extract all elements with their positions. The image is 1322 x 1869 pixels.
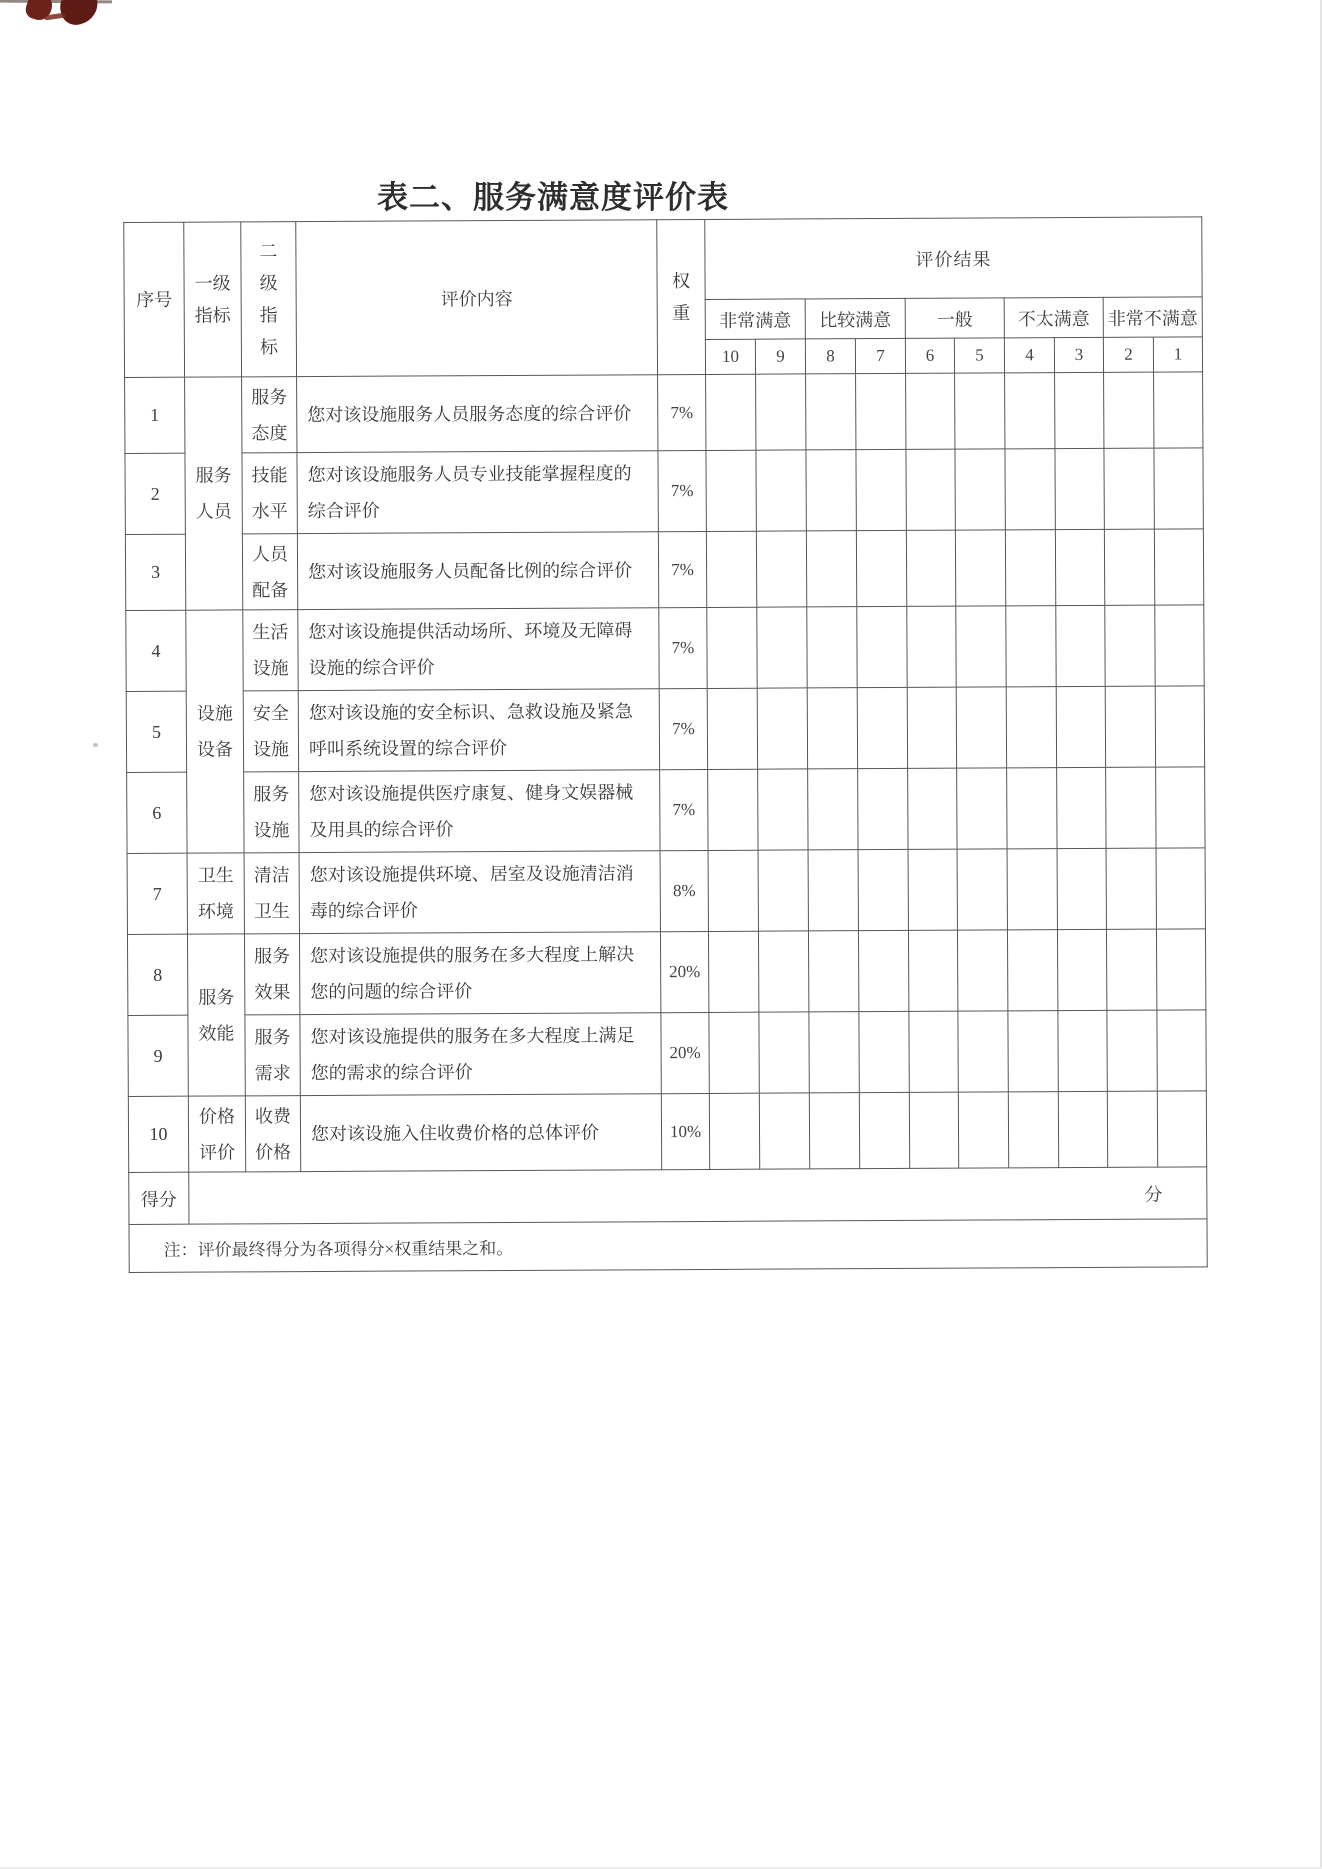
- header-level1-indicator: 一级指标: [184, 222, 242, 377]
- level1-indicator-service-effectiveness: 服务效能: [187, 934, 245, 1096]
- score-cell: [1155, 605, 1205, 686]
- score-cell: [1156, 929, 1206, 1010]
- score-cell: [1154, 448, 1204, 529]
- score-cell: [858, 930, 908, 1011]
- score-cell: [957, 768, 1007, 849]
- score-cell: [956, 687, 1006, 768]
- score-cell: [958, 1092, 1008, 1168]
- score-cell: [1105, 686, 1155, 767]
- rating-header-average: 一般: [905, 298, 1004, 339]
- total-score-field: [189, 1167, 1207, 1224]
- score-cell: [758, 931, 808, 1012]
- score-cell: [709, 1012, 759, 1093]
- weight-value: 20%: [661, 1012, 709, 1093]
- score-cell: [907, 606, 956, 687]
- score-cell: [708, 931, 758, 1012]
- score-cell: [856, 373, 906, 449]
- score-cell: [756, 374, 806, 450]
- weight-value: 7%: [659, 688, 707, 769]
- score-cell: [958, 1011, 1008, 1092]
- score-cell: [858, 849, 908, 930]
- score-cell: [756, 450, 806, 531]
- score-cell: [909, 1092, 958, 1168]
- evaluation-content: 您对该设施提供医疗康复、健身文娱器械及用具的综合评价: [299, 770, 660, 853]
- score-cell: [1154, 529, 1204, 605]
- score-cell: [807, 607, 857, 688]
- score-cell: [707, 688, 757, 769]
- score-cell: [955, 530, 1005, 606]
- score-cell: [1104, 372, 1154, 448]
- score-cell: [757, 607, 807, 688]
- evaluation-content: 您对该设施服务人员服务态度的综合评价: [297, 375, 658, 453]
- level2-indicator: 技能水平: [242, 453, 297, 534]
- score-cell: [1157, 1091, 1207, 1167]
- level1-indicator-price: 价格评价: [188, 1096, 245, 1172]
- score-cell: [1155, 686, 1205, 767]
- score-cell: [757, 688, 807, 769]
- header-level2-indicator: 二级指标: [241, 222, 297, 377]
- score-cell: [708, 850, 758, 931]
- score-cell: [758, 850, 808, 931]
- score-cell: [706, 450, 756, 531]
- rating-header-not-very-satisfied: 不太满意: [1004, 297, 1103, 338]
- satisfaction-evaluation-table: [123, 216, 1208, 1273]
- score-cell: [759, 1093, 809, 1169]
- score-cell: [1106, 848, 1156, 929]
- level2-indicator: 服务设施: [244, 772, 299, 853]
- score-cell: [708, 769, 758, 850]
- score-cell: [907, 687, 956, 768]
- rating-header-very-dissatisfied: 非常不满意: [1103, 297, 1202, 338]
- score-cell: [906, 530, 955, 606]
- weight-value: 7%: [659, 607, 707, 688]
- header-weight: 权重: [657, 219, 706, 374]
- rating-score: 5: [954, 338, 1004, 373]
- evaluation-content: 您对该设施提供环境、居室及设施清洁消毒的综合评价: [299, 851, 660, 934]
- page-title: 表二、服务满意度评价表: [377, 180, 729, 215]
- score-cell: [1106, 929, 1156, 1010]
- row-no: 6: [127, 772, 187, 853]
- score-cell: [857, 687, 907, 768]
- score-cell: [1005, 373, 1055, 449]
- rating-score: 1: [1153, 337, 1202, 372]
- score-cell: [706, 374, 756, 450]
- rating-score: 2: [1103, 337, 1153, 372]
- score-cell: [906, 449, 955, 530]
- score-cell: [908, 849, 957, 930]
- score-cell: [1058, 1091, 1107, 1167]
- evaluation-content: 您对该设施提供的服务在多大程度上解决您的问题的综合评价: [299, 932, 660, 1015]
- score-cell: [955, 449, 1005, 530]
- score-cell: [756, 531, 806, 607]
- evaluation-content: 您对该设施的安全标识、急救设施及紧急呼叫系统设置的综合评价: [298, 689, 659, 772]
- score-cell: [1058, 1010, 1107, 1091]
- level1-indicator-hygiene: 卫生环境: [187, 853, 244, 934]
- rating-score: 7: [855, 338, 905, 373]
- score-cell: [707, 607, 757, 688]
- rating-score: 9: [755, 339, 805, 374]
- score-cell: [1008, 1092, 1058, 1168]
- level2-indicator: 服务态度: [242, 377, 297, 453]
- row-no: 2: [125, 453, 185, 534]
- score-cell: [1057, 848, 1106, 929]
- score-unit: 分: [1144, 1184, 1163, 1205]
- level2-indicator: 清洁卫生: [244, 853, 299, 934]
- ink-blot: [23, 0, 55, 23]
- scan-speck: [93, 743, 98, 747]
- weight-value: 7%: [658, 531, 706, 607]
- score-cell: [957, 849, 1007, 930]
- score-cell: [808, 769, 858, 850]
- row-no: 8: [127, 934, 187, 1015]
- score-cell: [809, 1012, 859, 1093]
- score-cell: [906, 373, 955, 449]
- rating-score: 6: [905, 338, 954, 373]
- score-cell: [955, 373, 1005, 449]
- score-cell: [758, 769, 808, 850]
- score-cell: [858, 768, 908, 849]
- rating-header-fairly-satisfied: 比较满意: [805, 298, 905, 339]
- score-cell: [1057, 767, 1106, 848]
- score-cell: [1104, 448, 1154, 529]
- weight-value: 20%: [660, 931, 708, 1012]
- score-cell: [1005, 530, 1055, 606]
- score-cell: [706, 531, 756, 607]
- score-cell: [856, 449, 906, 530]
- score-cell: [857, 606, 907, 687]
- score-cell: [1157, 1010, 1207, 1091]
- row-no: 9: [128, 1015, 188, 1096]
- rating-score: 10: [705, 339, 755, 374]
- score-cell: [1107, 1091, 1157, 1167]
- score-cell: [1008, 1011, 1058, 1092]
- level2-indicator: 收费价格: [245, 1096, 300, 1172]
- score-cell: [1006, 687, 1056, 768]
- evaluation-content: 您对该设施服务人员配备比例的综合评价: [297, 532, 658, 610]
- score-cell: [1156, 767, 1206, 848]
- rating-score: 3: [1054, 337, 1103, 372]
- header-index: 序号: [124, 222, 185, 377]
- level2-indicator: 生活设施: [243, 610, 298, 691]
- level2-indicator: 服务需求: [245, 1015, 300, 1096]
- weight-value: 7%: [658, 374, 706, 450]
- weight-value: 7%: [660, 769, 708, 850]
- level1-indicator-facilities: 设施设备: [186, 610, 244, 853]
- score-cell: [908, 930, 957, 1011]
- row-no: 3: [125, 534, 185, 610]
- row-no: 5: [126, 691, 186, 772]
- score-cell: [1055, 372, 1104, 448]
- weight-value: 10%: [661, 1093, 709, 1169]
- score-cell: [1056, 605, 1105, 686]
- score-cell: [1005, 449, 1055, 530]
- level2-indicator: 人员配备: [242, 534, 297, 610]
- score-cell: [859, 1011, 909, 1092]
- footnote: 注：评价最终得分为各项得分×权重结果之和。: [129, 1219, 1207, 1273]
- score-cell: [808, 931, 858, 1012]
- score-cell: [806, 531, 856, 607]
- weight-value: 7%: [658, 450, 706, 531]
- score-cell: [1006, 606, 1056, 687]
- score-cell: [1007, 930, 1057, 1011]
- header-evaluation-content: 评价内容: [296, 220, 658, 377]
- score-cell: [1104, 529, 1154, 605]
- row-no: 4: [126, 610, 186, 691]
- weight-value: 8%: [660, 850, 708, 931]
- score-cell: [909, 1011, 958, 1092]
- level2-indicator: 安全设施: [243, 691, 298, 772]
- score-cell: [957, 930, 1007, 1011]
- score-cell: [1007, 768, 1057, 849]
- score-cell: [1105, 605, 1155, 686]
- header-evaluation-result: 评价结果: [705, 217, 1203, 300]
- score-cell: [1007, 849, 1057, 930]
- level1-indicator-service-staff: 服务人员: [185, 377, 243, 610]
- evaluation-content: 您对该设施提供的服务在多大程度上满足您的需求的综合评价: [300, 1013, 661, 1096]
- score-cell: [807, 688, 857, 769]
- score-cell: [1055, 529, 1104, 605]
- score-cell: [1055, 448, 1104, 529]
- score-cell: [1056, 686, 1105, 767]
- score-cell: [859, 1092, 909, 1168]
- satisfaction-table-container: [123, 216, 1206, 1273]
- score-cell: [1156, 848, 1206, 929]
- score-cell: [1154, 372, 1204, 448]
- evaluation-content: 您对该设施服务人员专业技能掌握程度的综合评价: [297, 451, 658, 534]
- rating-score: 8: [805, 339, 855, 374]
- evaluation-content: 您对该设施入住收费价格的总体评价: [300, 1094, 661, 1172]
- row-no: 10: [128, 1096, 188, 1172]
- score-cell: [1057, 929, 1106, 1010]
- score-cell: [806, 450, 856, 531]
- rating-score: 4: [1004, 338, 1054, 373]
- score-cell: [856, 530, 906, 606]
- row-no: 1: [125, 377, 185, 453]
- score-cell: [1106, 767, 1156, 848]
- rating-header-very-satisfied: 非常满意: [705, 299, 805, 340]
- score-cell: [806, 374, 856, 450]
- score-cell: [709, 1093, 759, 1169]
- score-cell: [808, 850, 858, 931]
- level2-indicator: 服务效果: [244, 934, 299, 1015]
- total-score-label: 得分: [129, 1172, 189, 1224]
- score-cell: [956, 606, 1006, 687]
- row-no: 7: [127, 853, 187, 934]
- score-cell: [759, 1012, 809, 1093]
- score-cell: [1107, 1010, 1157, 1091]
- score-cell: [809, 1093, 859, 1169]
- evaluation-content: 您对该设施提供活动场所、环境及无障碍设施的综合评价: [298, 608, 659, 691]
- score-cell: [908, 768, 957, 849]
